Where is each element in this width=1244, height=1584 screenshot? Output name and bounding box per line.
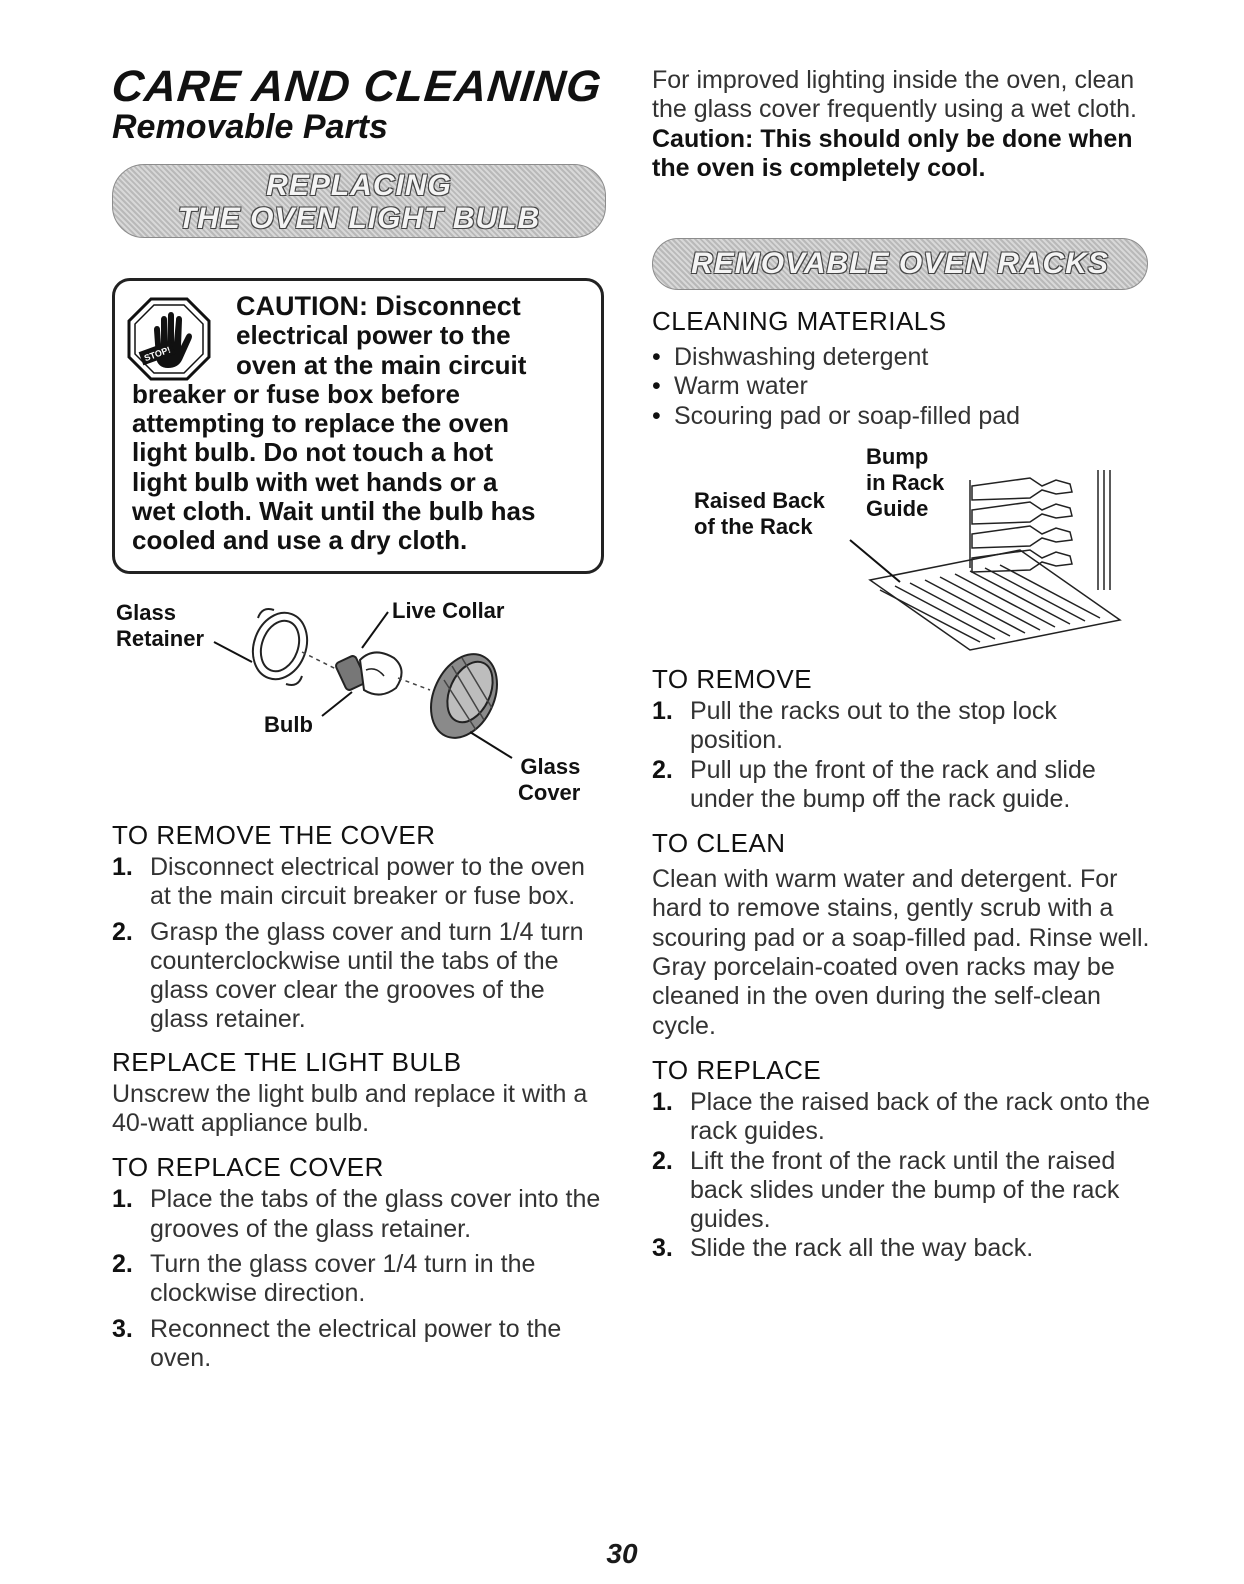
section-banner-oven-racks: REMOVABLE OVEN RACKS: [652, 238, 1148, 290]
banner-line-1: REPLACING: [266, 169, 452, 202]
page-title: CARE AND CLEANING: [109, 62, 605, 111]
banner-line-2: THE OVEN LIGHT BULB: [177, 202, 541, 235]
list-item: [112, 1250, 602, 1309]
list-item: [112, 1185, 602, 1244]
list-item: • Dishwashing detergent: [652, 343, 1152, 372]
label-glass-cover-1: Glass: [520, 754, 581, 779]
caution-line-7: wet cloth. Wait until the bulb has: [132, 496, 536, 527]
step-text: Pull up the front of the rack and slide under the bump off the rack guide.: [690, 755, 1096, 813]
heading-to-clean: TO CLEAN: [652, 828, 786, 859]
glass-cover-illustration: [418, 643, 510, 748]
caution-line-1: electrical power to the: [236, 320, 511, 351]
label-glass-retainer-2: Retainer: [116, 626, 205, 651]
left-column-text: [112, 820, 602, 1373]
cleaning-materials-section: [652, 306, 1152, 431]
list-item: [112, 1315, 602, 1374]
list-item: [112, 853, 602, 912]
remove-steps: [652, 697, 1152, 814]
replace-bulb-text: Unscrew the light bulb and replace it with a 40-watt appliance bulb.: [112, 1079, 588, 1138]
heading-replace-bulb: REPLACE THE LIGHT BULB: [112, 1046, 462, 1077]
materials-list: [652, 343, 1152, 431]
list-item: [652, 1147, 1152, 1235]
step-text: Reconnect the electrical power to the oven.: [150, 1314, 562, 1372]
label-glass-cover-2: Cover: [518, 780, 581, 805]
list-item: [652, 756, 1152, 815]
list-item: • Scouring pad or soap-filled pad: [652, 402, 1152, 431]
step-text: Grasp the glass cover and turn 1/4 turn counterclockwise until the tabs of the glass cover clear the grooves of the glass retainer.: [150, 917, 584, 1034]
caution-line-2: oven at the main circuit: [236, 349, 527, 380]
heading-cleaning-materials: CLEANING MATERIALS: [652, 306, 947, 336]
label-glass-cover: [518, 754, 580, 806]
step-text: Turn the glass cover 1/4 turn in the clockwise direction.: [150, 1249, 536, 1308]
step-number: 1.: [652, 697, 673, 725]
caution-line-3: breaker or fuse box before: [132, 378, 460, 409]
label-raised-1: Raised Back: [694, 488, 825, 513]
page-number: 30: [606, 1538, 638, 1569]
label-glass-retainer: [116, 600, 204, 652]
heading-to-replace: TO REPLACE: [652, 1054, 822, 1085]
list-item: [652, 1234, 1152, 1263]
heading-replace-cover: TO REPLACE COVER: [112, 1152, 384, 1183]
caution-line-6: light bulb with wet hands or a: [132, 466, 498, 497]
list-item: [112, 918, 602, 1035]
list-item: [652, 697, 1152, 756]
clean-text: Clean with warm water and detergent. For hard to remove stains, gently scrub with a scouring pad or a soap-filled pad. Rinse well. Gray porcelain-coated oven racks may be cleaned in the oven during the self-clean cycle.: [652, 865, 1150, 1040]
step-number: 2.: [652, 1146, 673, 1175]
step-text: Place the tabs of the glass cover into the grooves of the glass retainer.: [150, 1185, 601, 1243]
step-number: 3.: [112, 1314, 133, 1343]
caution-line-5: light bulb. Do not touch a hot: [132, 437, 494, 468]
caution-line-8: cooled and use a dry cloth.: [132, 525, 468, 556]
label-bump-3: Guide: [866, 496, 929, 521]
replace-cover-steps: [112, 1185, 602, 1373]
replace-steps: [652, 1088, 1152, 1264]
step-number: 2.: [112, 917, 133, 946]
label-bump-2: in Rack: [866, 470, 945, 495]
heading-to-remove: TO REMOVE: [652, 664, 813, 694]
caution-label: CAUTION:: [236, 291, 368, 321]
caution-line-4: attempting to replace the oven: [132, 408, 510, 439]
right-column-text: [652, 664, 1152, 1264]
step-number: 1.: [652, 1087, 673, 1116]
caution-text: [132, 292, 594, 556]
step-number: 2.: [112, 1249, 133, 1278]
glass-retainer-illustration: [244, 605, 316, 687]
label-live-collar: Live Collar: [392, 598, 505, 623]
list-item: [652, 1088, 1152, 1147]
step-number: 3.: [652, 1234, 673, 1263]
step-number: 1.: [112, 1185, 133, 1214]
stop-icon-text: STOP!: [142, 344, 172, 364]
intro-paragraph: [652, 66, 1152, 183]
intro-caution: Caution: This should only be done when the oven is completely cool.: [652, 124, 1133, 182]
step-number: 2.: [652, 755, 673, 784]
label-raised-back: [694, 488, 825, 540]
step-text: Pull the racks out to the stop lock position.: [690, 697, 1057, 755]
step-text: Lift the front of the rack until the raised back slides under the bump of the rack guides.: [690, 1146, 1120, 1234]
step-text: Place the raised back of the rack onto the rack guides.: [690, 1087, 1150, 1146]
remove-cover-steps: [112, 853, 602, 1035]
step-text: Slide the rack all the way back.: [690, 1234, 1034, 1263]
caution-line-0: Disconnect: [375, 291, 521, 321]
step-text: Disconnect electrical power to the oven at the main circuit breaker or fuse box.: [150, 853, 585, 911]
label-bump-in-rack-guide: [866, 444, 944, 522]
label-raised-2: of the Rack: [694, 514, 813, 539]
page-subtitle: Removable Parts: [112, 108, 388, 146]
step-number: 1.: [112, 853, 133, 881]
list-item: • Warm water: [652, 372, 1152, 401]
bulb-illustration: [335, 652, 402, 694]
label-glass-retainer-1: Glass: [116, 600, 176, 625]
intro-text: For improved lighting inside the oven, clean the glass cover frequently using a wet cloth.: [652, 66, 1137, 124]
section-banner-light-bulb: [112, 164, 606, 238]
heading-remove-cover: TO REMOVE THE COVER: [112, 820, 436, 850]
label-bump-1: Bump: [866, 444, 929, 469]
label-bulb: Bulb: [264, 712, 313, 737]
